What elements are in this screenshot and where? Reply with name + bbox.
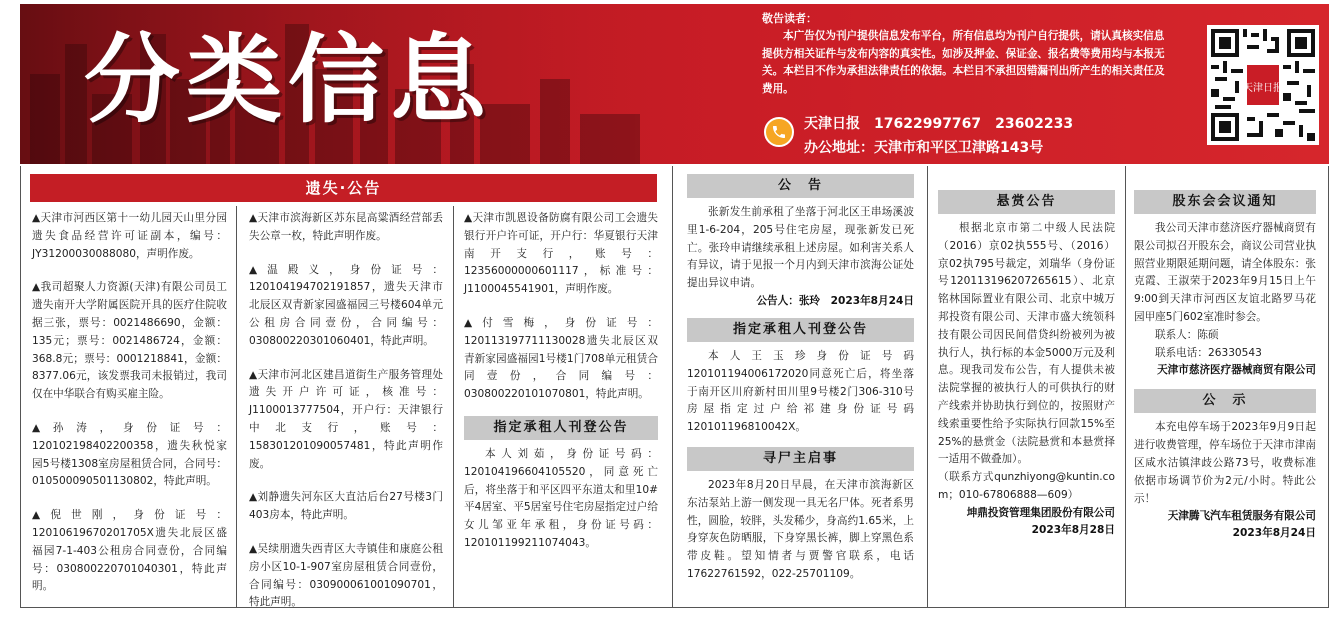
reward-notice-text: 根据北京市第二中级人民法院（2016）京02执555号、（2016）京02执795号裁定，刘瑞华（身份证号120113196207265615）、北京铭林国际置业有限公司、北京中城万邦投资有限公司、天津市盛大统领科技有限公司因民间借贷纠纷被列为被执行人，执行标的本金5000万元及利息。现我司发布公告，有人提供未被法院掌握的被执行人的可供执行的财产线索并协助执行到位的，按照财产线索重要性给予实际执行回款15%至25%的悬赏金（法院悬赏和本悬赏择一适用不做叠加）。 [938, 222, 1115, 466]
column-divider [236, 206, 237, 608]
column-divider [927, 166, 928, 608]
banner-title: 分类信息 [84, 24, 492, 136]
designate-tenant-text: 本人刘茹，身份证号码：120104196604105520，同意死亡后，将坐落于和平区四平东道太和里10#平4居室、平5居室号住宅房屋指定过户给女儿邹亚年承租，身份证号码：120101199211074043。 [464, 447, 658, 549]
column-5 [938, 190, 1115, 623]
lost-item: ▲刘静遗失河东区大直沽后台27号楼3门403房本，特此声明。 [249, 491, 443, 522]
office-address: 办公地址：天津市和平区卫津路143号 [804, 140, 1044, 156]
public-notice-title: 公 示 [1134, 389, 1316, 413]
lost-item: ▲我司超聚人力资源(天津)有限公司员工遗失南开大学附属医院开具的医疗住院收据三张，票号：0021486690，金额：135元；票号：0021486724，金额：368.8元；票号：0001218841，金额：8377.06元，该发票我司未报销过，我司仅在中华联合有购买雇主险。 [32, 281, 227, 401]
lost-column-3 [464, 210, 658, 623]
announcement-text: 张新发生前承租了坐落于河北区王串场溪波里1-6-204，205号住宅房屋，现张新发已死亡。张玲申请继续承租上述房屋。如利害关系人有异议，请于见报一个月内到天津市滨海公证处提出异议申请。 [687, 206, 914, 290]
lost-item: ▲温殿义，身份证号：120104194702191857，遗失天津市北辰区双青新家园盛福园三号楼604单元公租房合同壹份，合同编号：030800220301060401，特此声明。 [249, 263, 443, 347]
lost-item: ▲天津市凯恩设备防腐有限公司工会遗失银行开户许可证，开户行：华夏银行天津南开支行，账号：12356000000601117，标准号：J1100045541901，声明作废。 [464, 212, 658, 296]
lost-item: ▲天津市滨海新区苏东昆高粱酒经营部丢失公章一枚，特此声明作废。 [249, 212, 443, 242]
designate-tenant-title: 指定承租人刊登公告 [464, 416, 658, 440]
phone-icon [764, 117, 794, 147]
column-divider [1125, 166, 1126, 608]
shareholder-meeting-title: 股东会会议通知 [1134, 190, 1316, 214]
hotline-text: 天津日报 17622997767 23602233 [804, 116, 1074, 132]
qr-code-graphic [1211, 29, 1315, 141]
reward-company: 坤鼎投资管理集团股份有限公司 [966, 506, 1115, 519]
announcement-sign: 公告人：张玲 2023年8月24日 [756, 294, 914, 307]
lost-column-1 [32, 210, 227, 623]
lost-item: ▲天津市河北区建昌道街生产服务管理处遗失开户许可证，核准号：J1100013777504，开户行：天津银行中北支行，账号：158301201090057481，特此声明作废。 [249, 368, 443, 470]
public-notice-company: 天津腾飞汽车租赁服务有限公司 [1167, 510, 1316, 523]
column-4 [687, 174, 914, 616]
column-divider [672, 166, 673, 608]
reward-notice-title: 悬赏公告 [938, 190, 1115, 214]
reward-date: 2023年8月28日 [1031, 523, 1115, 536]
column-6 [1134, 190, 1316, 623]
meeting-company: 天津市慈济医疗器械商贸有限公司 [1157, 364, 1316, 377]
notice-heading: 敬告读者： [762, 12, 817, 25]
public-notice-date: 2023年8月24日 [1232, 527, 1316, 540]
qr-code[interactable] [1207, 25, 1319, 145]
announcement-title: 公 告 [687, 174, 914, 198]
lost-notice-title: 遗失·公告 [30, 174, 657, 202]
public-notice-text: 本充电停车场于2023年9月9日起进行收费管理，停车场位于天津市津南区咸水沽镇津歧公路73号，收费标准依据市场调节价为2元/小时。特此公示！ [1134, 421, 1316, 505]
meeting-contact-name: 联系人：陈硕 [1155, 328, 1219, 341]
body-search-text: 2023年8月20日早晨，在天津市滨海新区东沽泵站上游一侧发现一具无名尸体。死者系男性，圆脸，较胖，头发稀少，身高约1.65米，上身穿灰色防晒服，下身穿黑长裤，脚上穿黑色系带皮鞋。望知情者与贾警官联系，电话17622761592，022-25701109。 [687, 478, 914, 580]
lost-column-2 [249, 210, 443, 623]
body-search-title: 寻尸主启事 [687, 447, 914, 471]
lost-item: ▲天津市河西区第十一幼儿园天山里分园遗失食品经营许可证副本，编号：JY31200030088080，声明作废。 [32, 212, 227, 260]
column-divider [453, 206, 454, 608]
lost-item: ▲倪世刚，身份证号：12010619670201705X遗失北辰区盛福园7-1-403公租房合同壹份，合同编号：030800220701040301，特此声明。 [32, 509, 227, 593]
qr-logo-label: 天津日报 [1243, 83, 1283, 94]
notice-text: 本广告仅为刊户提供信息发布平台，所有信息均为刊户自行提供，请认真核实信息提供方相关证件与发布内容的真实性。如涉及押金、保证金、报名费等费用均与本报无关。本栏目不作为承担法律责任的依据。本栏目不承担因错漏刊出所产生的相关责任及费用。 [762, 30, 1165, 95]
reward-contact: （联系方式qunzhiyong@kuntin.com；010-67806888—609） [938, 471, 1115, 501]
designate-tenant-title-2: 指定承租人刊登公告 [687, 318, 914, 342]
shareholder-meeting-text: 我公司天津市慈济医疗器械商贸有限公司拟召开股东会，商议公司营业执照营业期限延期问题，请全体股东：张克霞、王淑荣于2023年9月15日上午9:00到天津市河西区友谊北路罗马花园甲座5门602室准时参会。 [1134, 222, 1316, 323]
lost-item: ▲吴续朋遗失西青区大寺镇佳和康庭公租房小区10-1-907室房屋租赁合同壹份，合同编号：030900061001090701，特此声明。 [249, 542, 443, 609]
classified-columns [20, 166, 1329, 608]
lost-item: ▲付雪梅，身份证号：120113197711130028遗失北辰区双青新家园盛福园1号楼1门708单元租赁合同壹份，合同编号：030800220101070801，特此声明。 [464, 316, 658, 401]
designate-tenant-text-2: 本人王玉珍身份证号码120101194006172020同意死亡后，将坐落于南开区川府新村田川里9号楼2门306-310号房屋指定过户给祁建身份证号码120101196810042X。 [687, 349, 914, 434]
lost-item: ▲孙涛，身份证号：120102198402200358，遗失秋悦家园5号楼1308室房屋租赁合同，合同号：010500090501130802，特此声明。 [32, 421, 227, 488]
meeting-contact-phone: 联系电话：26330543 [1155, 346, 1262, 359]
classified-banner [20, 4, 1329, 164]
